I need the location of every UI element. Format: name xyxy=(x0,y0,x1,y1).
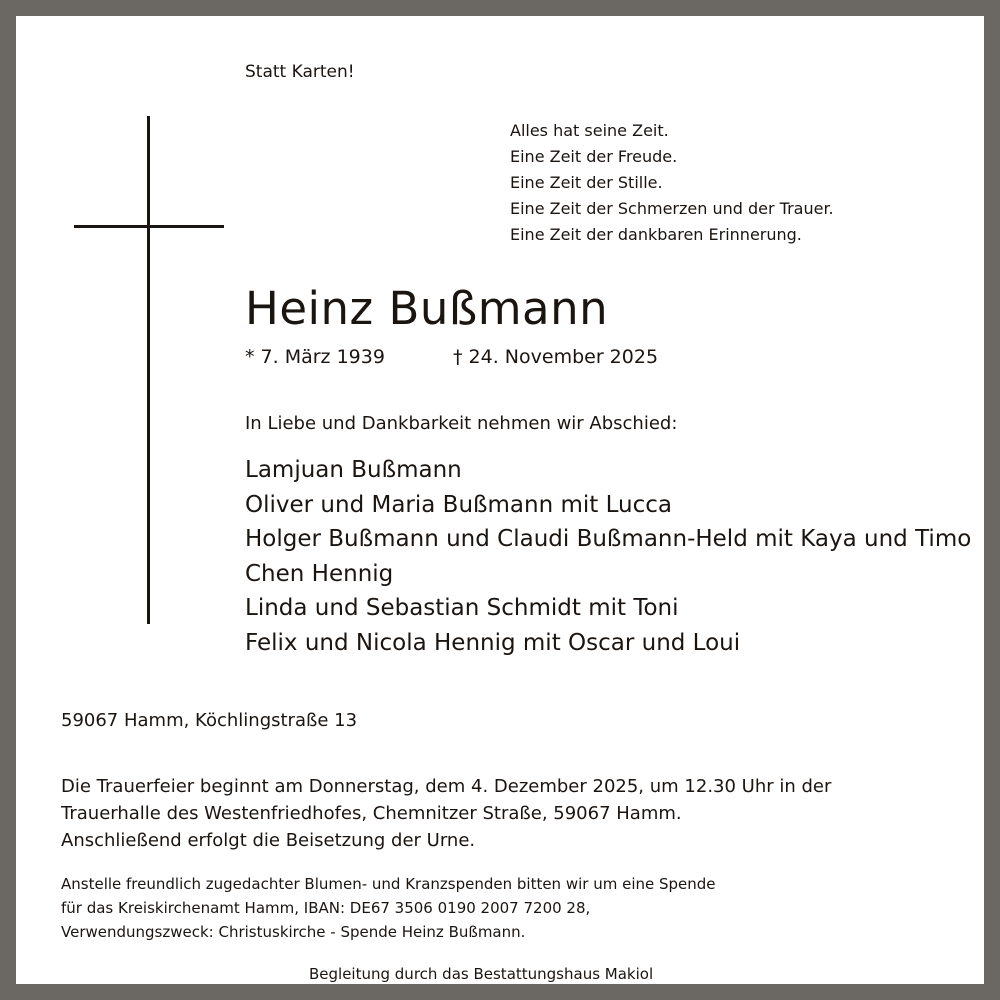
poem-line: Eine Zeit der Stille. xyxy=(510,173,663,192)
mourner-item: Chen Hennig xyxy=(245,560,394,587)
donation-line: Anstelle freundlich zugedachter Blumen- und Kranzspenden bitten wir um eine Spende xyxy=(61,875,716,893)
mourner-item: Felix und Nicola Hennig mit Oscar und Loui xyxy=(245,629,741,656)
poem xyxy=(510,118,834,248)
cross-icon xyxy=(147,116,150,624)
mourners-list xyxy=(245,453,971,660)
farewell-intro: In Liebe und Dankbarkeit nehmen wir Abschied: xyxy=(245,413,678,434)
ceremony-line: Trauerhalle des Westenfriedhofes, Chemnitzer Straße, 59067 Hamm. xyxy=(61,803,682,824)
family-address: 59067 Hamm, Köchlingstraße 13 xyxy=(61,710,358,731)
mourner-item: Linda und Sebastian Schmidt mit Toni xyxy=(245,595,679,621)
mourner-item: Lamjuan Bußmann xyxy=(245,457,462,483)
donation-line: für das Kreiskirchenamt Hamm, IBAN: DE67 3506 0190 2007 7200 28, xyxy=(61,899,591,917)
donation-line: Verwendungszweck: Christuskirche - Spende Heinz Bußmann. xyxy=(61,923,526,941)
donation-info xyxy=(61,872,716,944)
poem-line: Eine Zeit der Schmerzen und der Trauer. xyxy=(510,199,834,218)
poem-line: Eine Zeit der dankbaren Erinnerung. xyxy=(510,225,802,244)
death-date: † 24. November 2025 xyxy=(453,346,659,368)
poem-line: Alles hat seine Zeit. xyxy=(510,121,669,140)
poem-line: Eine Zeit der Freude. xyxy=(510,147,678,166)
ceremony-line: Die Trauerfeier beginnt am Donnerstag, dem 4. Dezember 2025, um 12.30 Uhr in der xyxy=(61,776,832,797)
mourner-item: Oliver und Maria Bußmann mit Lucca xyxy=(245,491,672,518)
mourner-item: Holger Bußmann und Claudi Bußmann-Held mit Kaya und Timo xyxy=(245,526,972,552)
funeral-home-credit: Begleitung durch das Bestattungshaus Makiol xyxy=(309,965,654,983)
ceremony-info xyxy=(61,773,831,854)
cross-icon-crossbar xyxy=(74,225,224,228)
ceremony-line: Anschließend erfolgt die Beisetzung der Urne. xyxy=(61,830,476,851)
birth-date: * 7. März 1939 xyxy=(245,346,385,368)
header-text: Statt Karten! xyxy=(245,62,355,82)
deceased-name: Heinz Bußmann xyxy=(245,282,609,335)
